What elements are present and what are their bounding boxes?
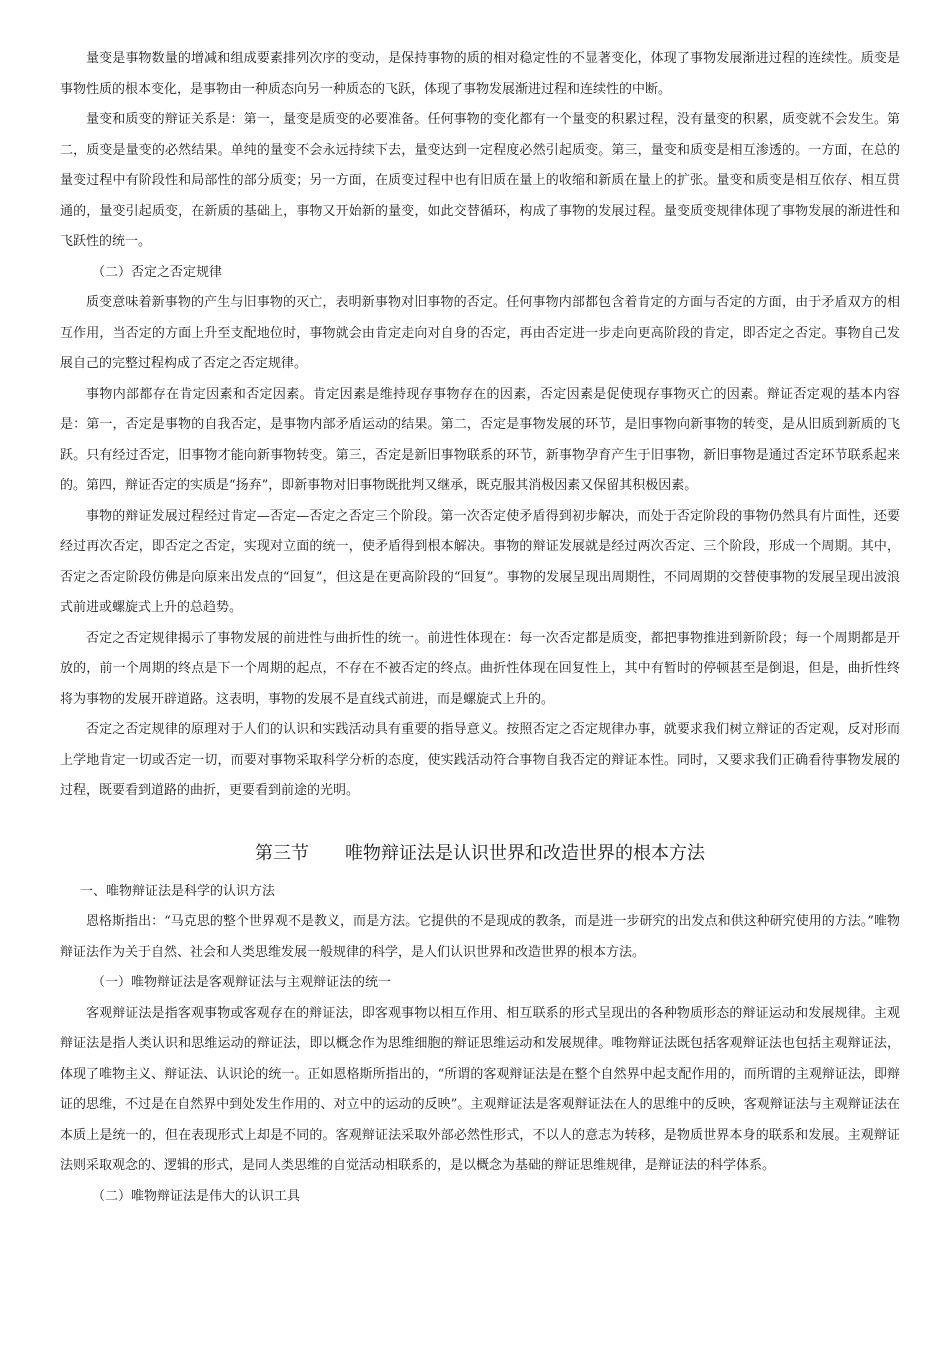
paragraph-guiding-significance: 否定之否定规律的原理对于人们的认识和实践活动具有重要的指导意义。按照否定之否定规律办事，就要求我们树立辩证的否定观，反对形而上学地肯定一切或否定一切，而要对事物采取科学分析的态度，使实践活动符合事物自我否定的辩证本性。同时，又要求我们正确看待事物发展的过程，既要看到道路的曲折，更要看到前途的光明。 [60,722,900,798]
section-title: 第三节 唯物辩证法是认识世界和改造世界的根本方法 [255,842,705,864]
subheading-objective-subjective-unity: （一）唯物辩证法是客观辩证法与主观辩证法的统一 [92,975,392,990]
paragraph-progress-and-tortuosity: 否定之否定规律揭示了事物发展的前进性与曲折性的统一。前进性体现在：每一次否定都是质变，都把事物推进到新阶段；每一个周期都是开放的，前一个周期的终点是下一个周期的起点，不存在不被否定的终点。曲折性体现在回复性上，其中有暂时的停顿甚至是倒退，但是，曲折性终将为事物的发展开辟道路。这表明，事物的发展不是直线式前进，而是螺旋式上升的。 [60,630,900,707]
paragraph-dialectical-negation: 事物内部都存在肯定因素和否定因素。肯定因素是维持现存事物存在的因素，否定因素是促使现存事物灭亡的因素。辩证否定观的基本内容是：第一，否定是事物的自我否定，是事物内部矛盾运动的结果。第二，否定是事物发展的环节，是旧事物向新事物的转变，是从旧质到新质的飞跃。只有经过否定，旧事物才能向新事物转变。第三，否定是新旧事物联系的环节，新事物孕育产生于旧事物，新旧事物是通过否定环节联系起来的。第四，辩证否定的实质是“扬弃”，即新事物对旧事物既批判又继承，既克服其消极因素又保留其积极因素。 [60,386,900,493]
paragraph-dialectical-relationship: 量变和质变的辩证关系是：第一，量变是质变的必要准备。任何事物的变化都有一个量变的积累过程，没有量变的积累，质变就不会发生。第二，质变是量变的必然结果。单纯的量变不会永远持续下去，量变达到一定程度必然引起质变。第三，量变和质变是相互渗透的。一方面，在总的量变过程中有阶段性和局部性的部分质变；另一方面，在质变过程中也有旧质在量上的收缩和新质在量上的扩张。量变和质变是相互依存、相互贯通的，量变引起质变，在新质的基础上，事物又开始新的量变，如此交替循环，构成了事物的发展过程。量变质变规律体现了事物发展的渐进性和飞跃性的统一。 [60,112,900,249]
paragraph-engels-quote: 恩格斯指出：“马克思的整个世界观不是教义，而是方法。它提供的不是现成的教条，而是进一步研究的出发点和供这种研究使用的方法。”唯物辩证法作为关于自然、社会和人类思维发展一般规律的科学，是人们认识世界和改造世界的根本方法。 [60,914,900,960]
paragraph-negation-meaning: 质变意味着新事物的产生与旧事物的灭亡，表明新事物对旧事物的否定。任何事物内部都包含着肯定的方面与否定的方面，由于矛盾双方的相互作用，当否定的方面上升至支配地位时，事物就会由肯定走向对自身的否定，再由否定进一步走向更高阶段的肯定，即否定之否定。事物自己发展自己的完整过程构成了否定之否定规律。 [60,295,900,371]
document-page [60,44,900,1212]
paragraph-three-stages: 事物的辩证发展过程经过肯定—否定—否定之否定三个阶段。第一次否定使矛盾得到初步解决，而处于否定阶段的事物仍然具有片面性，还要经过再次否定，即否定之否定，实现对立面的统一，使矛盾得到根本解决。事物的辩证发展就是经过两次否定、三个阶段，形成一个周期。其中，否定之否定阶段仿佛是向原来出发点的“回复”，但这是在更高阶段的“回复”。事物的发展呈现出周期性，不同周期的交替使事物的发展呈现出波浪式前进或螺旋式上升的总趋势。 [60,508,900,615]
subheading-negation-of-negation: （二）否定之否定规律 [92,264,223,280]
subheading-cognitive-tool: （二）唯物辩证法是伟大的认识工具 [92,1188,301,1204]
heading-scientific-method: 一、唯物辩证法是科学的认识方法 [80,883,276,899]
paragraph-objective-subjective-dialectics: 客观辩证法是指客观事物或客观存在的辩证法，即客观事物以相互作用、相互联系的形式呈现出的各种物质形态的辩证运动和发展规律。主观辩证法是指人类认识和思维运动的辩证法，即以概念作为思维细胞的辩证思维运动和发展规律。唯物辩证法既包括客观辩证法也包括主观辩证法，体现了唯物主义、辩证法、认识论的统一。正如恩格斯所指出的，“所谓的客观辩证法是在整个自然界中起支配作用的，而所谓的主观辩证法，即辩证的思维，不过是在自然界中到处发生作用的、对立中的运动的反映”。主观辩证法是客观辩证法在人的思维中的反映，客观辩证法与主观辩证法在本质上是统一的，但在表现形式上却是不同的。客观辩证法采取外部必然性形式，不以人的意志为转移，是物质世界本身的联系和发展。主观辩证法则采取观念的、逻辑的形式，是同人类思维的自觉活动相联系的，是以概念为基础的辩证思维规律，是辩证法的科学体系。 [60,1005,900,1173]
paragraph-quantitative-qualitative-change: 量变是事物数量的增减和组成要素排列次序的变动，是保持事物的质的相对稳定性的不显著变化，体现了事物发展渐进过程的连续性。质变是事物性质的根本变化，是事物由一种质态向另一种质态的飞跃，体现了事物发展渐进过程和连续性的中断。 [60,51,900,97]
